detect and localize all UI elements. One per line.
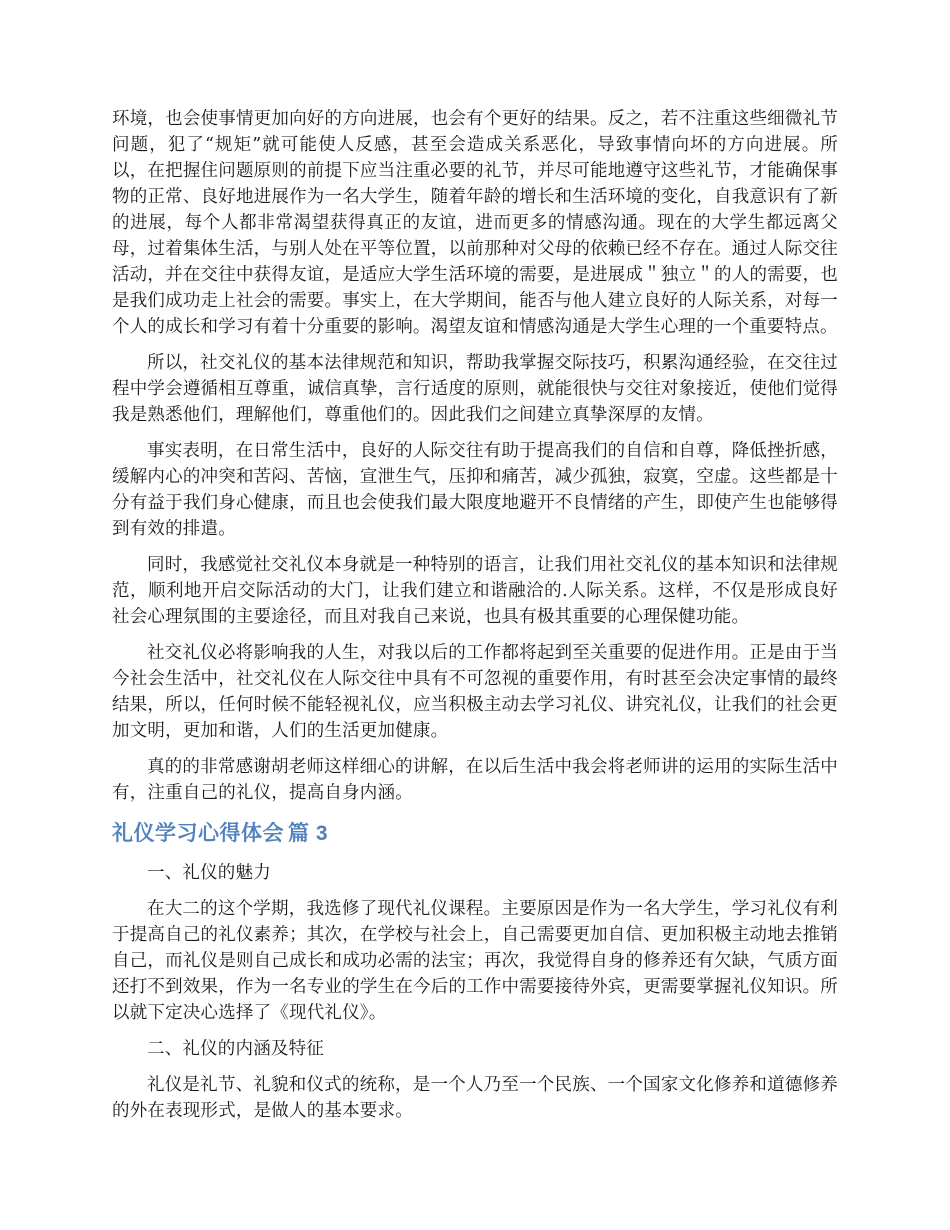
- section-heading-title: 礼仪学习心得体会: [112, 822, 284, 845]
- section-heading-number: 篇 3: [288, 822, 329, 845]
- paragraph: 真的的非常感谢胡老师这样细心的讲解，在以后生活中我会将老师讲的运用的实际生活中有，注重自己的礼仪，提高自身内涵。: [112, 757, 838, 803]
- paragraph: 社交礼仪必将影响我的人生，对我以后的工作都将起到至关重要的促进作用。正是由于当今社会生活中，社交礼仪在人际交往中具有不可忽视的重要作用，有时甚至会决定事情的最终结果，所以，任何时候不能轻视礼仪，应当积极主动去学习礼仪、讲究礼仪，让我们的社会更加文明，更加和谐，人们的生活更加健康。: [112, 643, 838, 741]
- paragraph: 环境，也会使事情更加向好的方向进展，也会有个更好的结果。反之，若不注重这些细微礼节问题，犯了“规矩”就可能使人反感，甚至会造成关系恶化，导致事情向坏的方向进展。所以，在把握住问题原则的前提下应当注重必要的礼节，并尽可能地遵守这些礼节，才能确保事物的正常、良好地进展作为一名大学生，随着年龄的增长和生活环境的变化，自我意识有了新的进展，每个人都非常渴望获得真正的友谊，进而更多的情感沟通。现在的大学生都远离父母，过着集体生活，与别人处在平等位置，以前那种对父母的依赖已经不存在。通过人际交往活动，并在交往中获得友谊，是适应大学生活环境的需要，是进展成＂独立＂的人的需要，也是我们成功走上社会的需要。事实上，在大学期间，能否与他人建立良好的人际关系，对每一个人的成长和学习有着十分重要的影响。渴望友谊和情感沟通是大学生心理的一个重要特点。: [112, 109, 838, 337]
- paragraph: 所以，社交礼仪的基本法律规范和知识，帮助我掌握交际技巧，积累沟通经验，在交往过程中学会遵循相互尊重，诚信真挚，言行适度的原则，就能很快与交往对象接近，使他们觉得我是熟悉他们，理解他们，尊重他们的。因此我们之间建立真挚深厚的友情。: [112, 353, 838, 425]
- paragraph: 事实表明，在日常生活中，良好的人际交往有助于提高我们的自信和自尊，降低挫折感，缓解内心的冲突和苦闷、苦恼，宣泄生气，压抑和痛苦，减少孤独，寂寞，空虚。这些都是十分有益于我们身心健康，而且也会使我们最大限度地避开不良情绪的产生，即使产生也能够得到有效的排遣。: [112, 441, 838, 539]
- paragraph: 礼仪是礼节、礼貌和仪式的统称，是一个人乃至一个民族、一个国家文化修养和道德修养的外在表现形式，是做人的基本要求。: [112, 1075, 838, 1121]
- subheading-paragraph: 一、礼仪的魅力: [147, 863, 271, 883]
- document-page: [112, 106, 838, 1134]
- subheading-paragraph: 二、礼仪的内涵及特征: [147, 1039, 324, 1059]
- paragraph: 同时，我感觉社交礼仪本身就是一种特别的语言，让我们用社交礼仪的基本知识和法律规范，顺利地开启交际活动的大门，让我们建立和谐融洽的.人际关系。这样，不仅是形成良好社会心理氛围的主要途径，而且对我自己来说，也具有极其重要的心理保健功能。: [112, 555, 838, 627]
- section-heading: [112, 820, 838, 848]
- paragraph: 在大二的这个学期，我选修了现代礼仪课程。主要原因是作为一名大学生，学习礼仪有利于提高自己的礼仪素养；其次，在学校与社会上，自己需要更加自信、更加积极主动地去推销自己，而礼仪是则自己成长和成功必需的法宝；再次，我觉得自身的修养还有欠缺，气质方面还打不到效果，作为一名专业的学生在今后的工作中需要接待外宾，更需要掌握礼仪知识。所以就下定决心选择了《现代礼仪》。: [112, 899, 838, 1023]
